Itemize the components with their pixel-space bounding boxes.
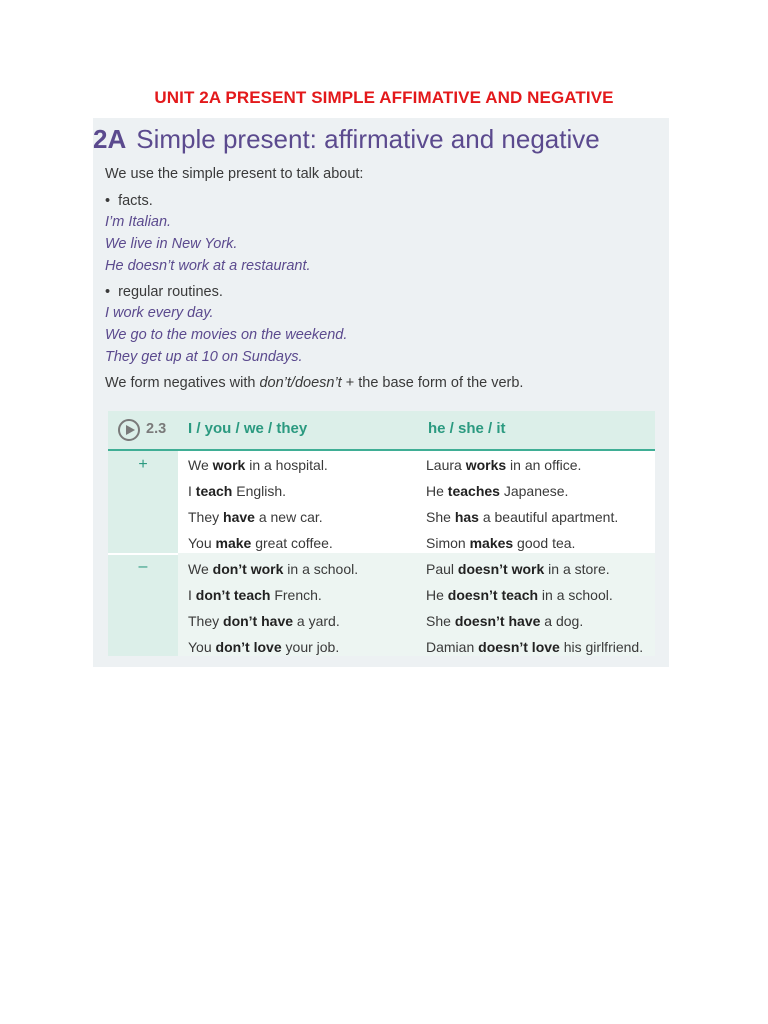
sentence-part: I [188,483,196,499]
verb-form: don’t work [212,561,284,577]
intro-text: We use the simple present to talk about: [105,166,364,182]
doc-heading: UNIT 2A PRESENT SIMPLE AFFIMATIVE AND NEGATIVE [154,88,614,107]
negative-example-plural [188,586,322,604]
affirmative-example-plural [188,534,333,552]
sentence-part: in a school. [283,561,359,577]
sentence-part: his girlfriend. [559,639,644,655]
audio-play-icon[interactable] [118,419,140,441]
sentence-part: in a school. [538,587,613,603]
verb-form: teaches [447,483,500,499]
sentence-part: You [188,535,216,551]
sentence-part: He [426,483,448,499]
title-text: Simple present: affirmative and negative [136,124,600,154]
verb-form: doesn’t work [457,561,545,577]
verb-form: doesn’t teach [447,587,539,603]
verb-form: don’t love [215,639,282,655]
example-line: I work every day. [105,305,214,321]
example-line: I’m Italian. [105,214,172,230]
sentence-part: in a hospital. [245,457,328,473]
sentence-part: Paul [426,561,458,577]
sentence-part: I [188,587,196,603]
sentence-part: They [188,613,224,629]
negatives-rule-pre: We form negatives with [105,375,260,391]
sentence-part: Laura [426,457,466,473]
negative-example-singular [426,638,643,656]
sentence-part: Japanese. [499,483,569,499]
audio-track-number: 2.3 [146,421,167,437]
negatives-rule-keywords: don’t/doesn’t [259,375,342,391]
verb-form: works [465,457,507,473]
negative-example-plural [188,612,340,630]
sentence-part: We [188,457,213,473]
sentence-part: They [188,509,224,525]
sentence-part: your job. [281,639,340,655]
sentence-part: Simon [426,535,470,551]
verb-form: don’t teach [195,587,271,603]
sentence-part: in an office. [506,457,582,473]
sentence-part: English. [232,483,287,499]
sentence-part: She [426,613,455,629]
affirmative-example-plural [188,482,286,500]
verb-form: have [223,509,255,525]
affirmative-example-singular [426,508,618,526]
negative-example-singular [426,612,583,630]
column-header-plural: I / you / we / they [188,420,308,437]
verb-form: has [454,509,479,525]
panel-title [93,118,669,160]
verb-form: doesn’t have [454,613,541,629]
bullet-routines: • regular routines. [105,282,223,302]
affirmative-example-singular [426,534,575,552]
example-line: They get up at 10 on Sundays. [105,349,303,365]
positive-sign: + [138,456,148,473]
table-header [108,411,655,451]
negative-sign: – [138,558,148,575]
sentence-part: We [188,561,213,577]
sentence-part: You [188,639,216,655]
affirmative-example-plural [188,456,328,474]
affirmative-example-singular [426,456,581,474]
negative-example-singular [426,586,613,604]
bullet-facts: • facts. [105,191,153,211]
sentence-part: good tea. [513,535,576,551]
sentence-part: great coffee. [251,535,333,551]
verb-form: don’t have [223,613,294,629]
grammar-panel [93,118,669,667]
grammar-table [108,411,655,656]
affirmative-example-plural [188,508,323,526]
example-line: We go to the movies on the weekend. [105,327,348,343]
sentence-part: a yard. [293,613,340,629]
negative-example-singular [426,560,610,578]
affirmative-example-singular [426,482,568,500]
example-line: He doesn’t work at a restaurant. [105,258,311,274]
verb-form: makes [469,535,514,551]
negative-example-plural [188,560,358,578]
sentence-part: He [426,587,448,603]
verb-form: work [212,457,246,473]
sentence-part: in a store. [544,561,610,577]
negatives-rule [105,373,523,393]
sentence-part: a dog. [540,613,584,629]
sentence-part: Damian [426,639,479,655]
unit-number: 2A [93,124,127,154]
example-line: We live in New York. [105,236,238,252]
sentence-part: She [426,509,455,525]
sentence-part: a new car. [254,509,323,525]
verb-form: teach [195,483,233,499]
sentence-part: French. [270,587,322,603]
column-header-singular: he / she / it [428,420,506,437]
sentence-part: a beautiful apartment. [478,509,619,525]
negatives-rule-post: + the base form of the verb. [341,375,524,391]
negative-example-plural [188,638,339,656]
verb-form: doesn’t love [478,639,560,655]
verb-form: make [215,535,252,551]
